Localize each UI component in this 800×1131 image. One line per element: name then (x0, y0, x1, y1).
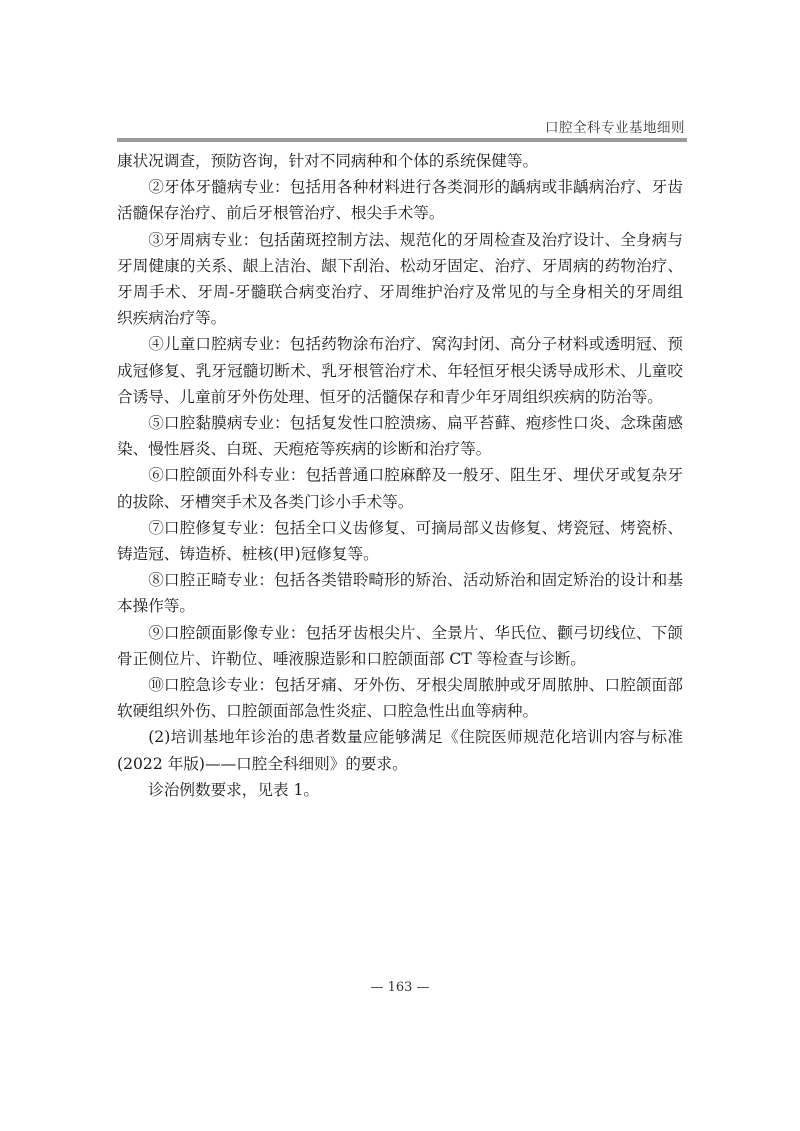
running-header-title: 口腔全科专业基地细则 (545, 120, 685, 136)
paragraph-oral-mucosa: ⑤口腔黏膜病专业：包括复发性口腔溃疡、扁平苔藓、疱疹性口炎、念珠菌感染、慢性唇炎、白斑、天疱疮等疾病的诊断和治疗等。 (117, 414, 683, 459)
paragraph-continuation: 康状况调查，预防咨询，针对不同病种和个体的系统保健等。 (117, 152, 539, 170)
page-number: — 163 — (370, 980, 430, 995)
paragraph-pediatric: ④儿童口腔病专业：包括药物涂布治疗、窝沟封闭、高分子材料或透明冠、预成冠修复、乳牙冠髓切断术、乳牙根管治疗术、年轻恒牙根尖诱导成形术、儿童咬合诱导、儿童前牙外伤处理、恒牙的活髓保存和青少年牙周组织疾病的防治等。 (117, 335, 683, 406)
paragraph-prosthodontics: ⑦口腔修复专业：包括全口义齿修复、可摘局部义齿修复、烤瓷冠、烤瓷桥、铸造冠、铸造桥、桩核(甲)冠修复等。 (117, 518, 683, 564)
header-rule (117, 138, 687, 142)
paragraph-radiology: ⑨口腔颌面影像专业：包括牙齿根尖片、全景片、华氏位、颧弓切线位、下颌骨正侧位片、许勒位、唾液腺造影和口腔颌面部 CT 等检查与诊断。 (117, 623, 683, 668)
paragraph-periodontics: ③牙周病专业：包括菌斑控制方法、规范化的牙周检查及治疗设计、全身病与牙周健康的关系、龈上洁治、龈下刮治、松动牙固定、治疗、牙周病的药物治疗、牙周手术、牙周-牙髓联合病变治疗、牙周维护治疗及常见的与全身相关的牙周组织疾病治疗等。 (117, 230, 683, 328)
paragraph-endodontics: ②牙体牙髓病专业：包括用各种材料进行各类洞形的龋病或非龋病治疗、牙齿活髓保存治疗、前后牙根管治疗、根尖手术等。 (117, 178, 683, 223)
paragraph-oral-surgery: ⑥口腔颌面外科专业：包括普通口腔麻醉及一般牙、阻生牙、埋伏牙或复杂牙的拔除、牙槽突手术及各类门诊小手术等。 (117, 466, 683, 511)
paragraph-emergency: ⑩口腔急诊专业：包括牙痛、牙外伤、牙根尖周脓肿或牙周脓肿、口腔颌面部软硬组织外伤、口腔颌面部急性炎症、口腔急性出血等病种。 (117, 676, 683, 721)
paragraph-patient-volume: (2)培训基地年诊治的患者数量应能够满足《住院医师规范化培训内容与标准(2022 年版)——口腔全科细则》的要求。 (117, 728, 683, 773)
paragraph-case-requirements: 诊治例数要求，见表 1。 (148, 780, 320, 799)
paragraph-orthodontics: ⑧口腔正畸专业：包括各类错聆畸形的矫治、活动矫治和固定矫治的设计和基本操作等。 (117, 571, 683, 616)
body-text (117, 148, 683, 803)
